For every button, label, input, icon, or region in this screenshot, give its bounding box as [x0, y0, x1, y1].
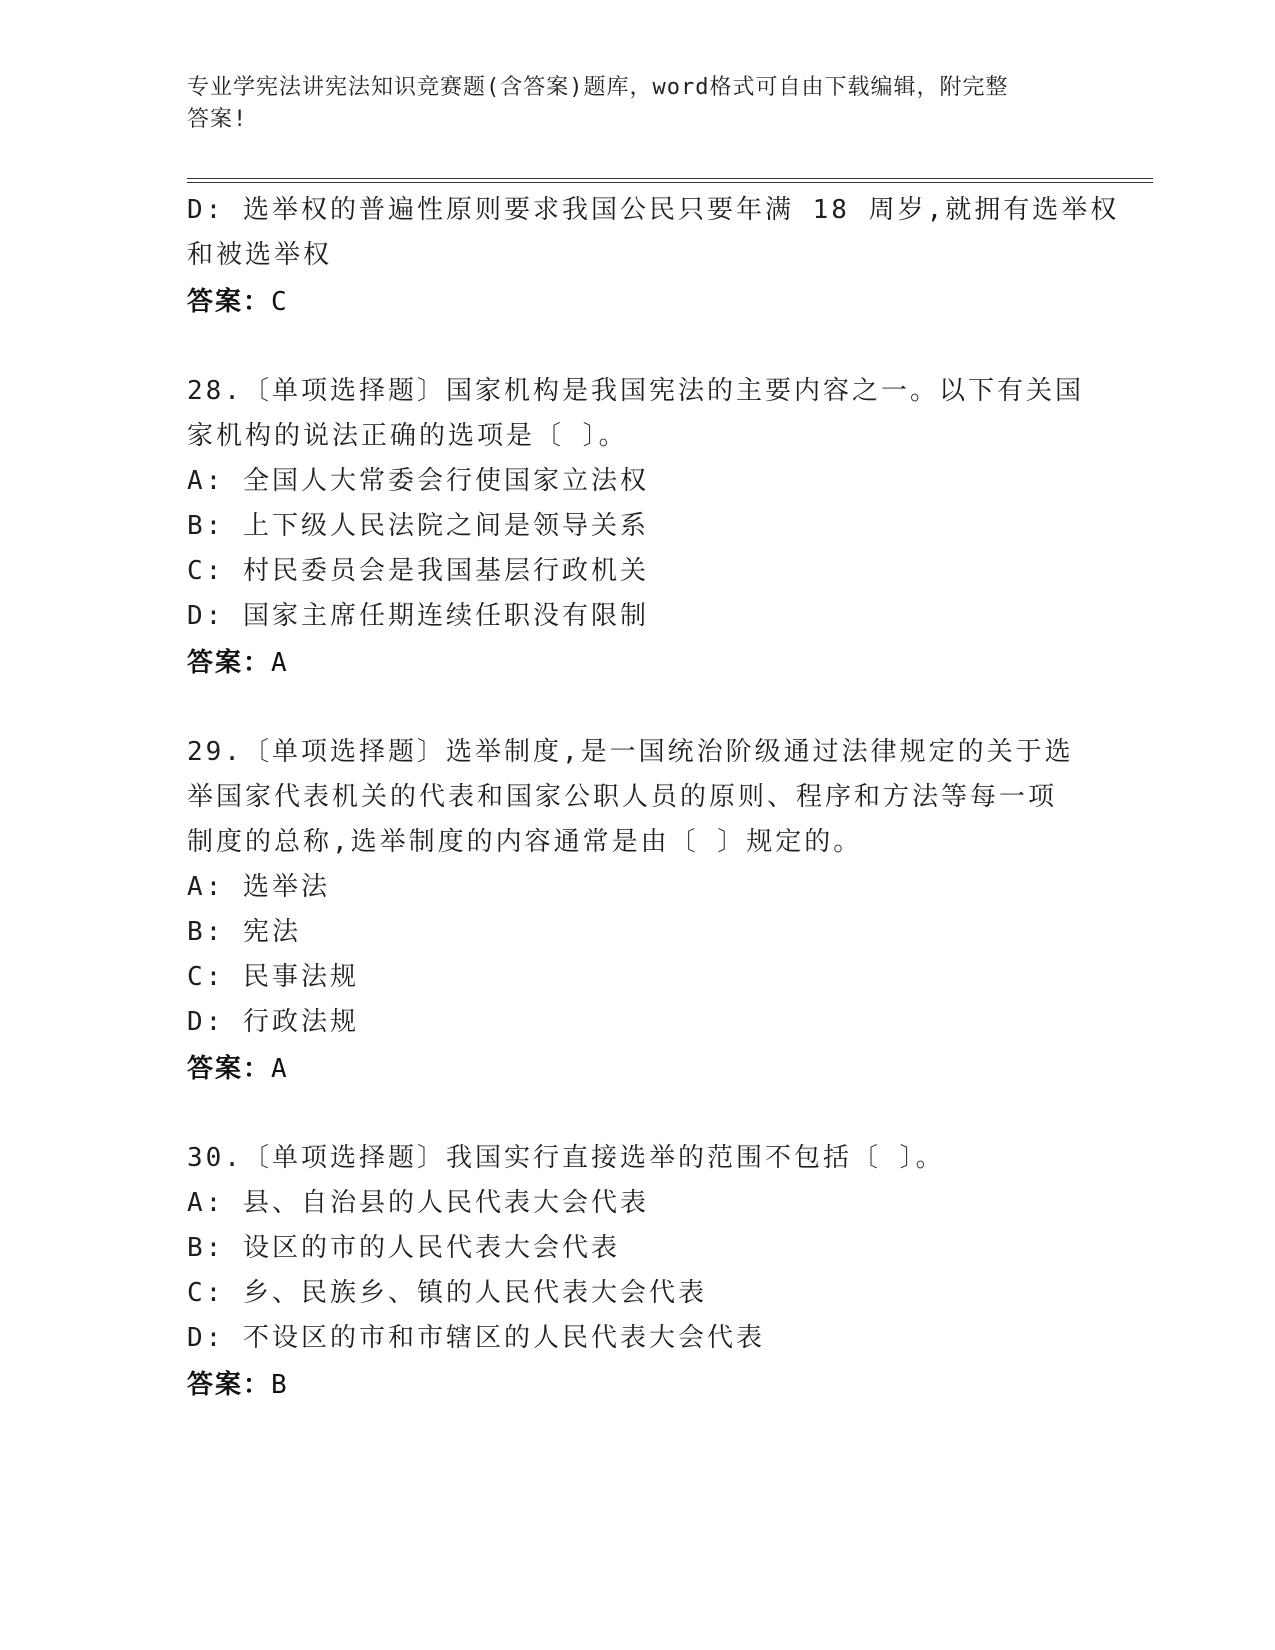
answer-line	[187, 1047, 1087, 1092]
question-29	[187, 730, 1087, 1092]
question-stem: 29.〔单项选择题〕选举制度,是一国统治阶级通过法律规定的关于选	[187, 737, 1074, 767]
answer-line	[187, 1363, 1087, 1408]
option-d: D: 选举权的普遍性原则要求我国公民只要年满 18 周岁,就拥有选举权	[187, 195, 1120, 225]
option-d: D: 行政法规	[187, 1007, 359, 1037]
question-30	[187, 1136, 1087, 1408]
header-divider	[187, 178, 1153, 183]
answer-label: 答案：	[187, 648, 272, 678]
option-b: B: 设区的市的人民代表大会代表	[187, 1233, 620, 1263]
option-d: D: 不设区的市和市辖区的人民代表大会代表	[187, 1323, 765, 1353]
header-title-line-2: 答案!	[187, 107, 248, 132]
answer-label: 答案：	[187, 287, 272, 317]
header-title-line-1: 专业学宪法讲宪法知识竞赛题(含答案)题库，word格式可自由下载编辑，附完整	[187, 75, 1009, 100]
option-a: A: 全国人大常委会行使国家立法权	[187, 466, 649, 496]
answer-line	[187, 641, 1087, 686]
option-c: C: 民事法规	[187, 962, 359, 992]
answer-value: A	[271, 648, 288, 678]
option-b: B: 宪法	[187, 917, 301, 947]
answer-label: 答案：	[187, 1370, 272, 1400]
question-stem: 30.〔单项选择题〕我国实行直接选举的范围不包括〔 〕。	[187, 1143, 945, 1173]
answer-label: 答案：	[187, 1054, 272, 1084]
answer-value: C	[271, 287, 288, 317]
answer-line	[187, 280, 1087, 325]
question-stem-continued: 制度的总称,选举制度的内容通常是由〔 〕规定的。	[187, 827, 863, 857]
option-d-continued: 和被选举权	[187, 240, 333, 270]
question-stem-continued: 家机构的说法正确的选项是〔 〕。	[187, 421, 628, 451]
question-stem-continued: 举国家代表机关的代表和国家公职人员的原则、程序和方法等每一项	[187, 782, 1058, 812]
option-d: D: 国家主席任期连续任职没有限制	[187, 601, 649, 631]
answer-value: B	[271, 1370, 288, 1400]
option-a: A: 县、自治县的人民代表大会代表	[187, 1188, 649, 1218]
question-list	[187, 188, 1120, 1408]
question-27-tail	[187, 188, 1120, 325]
document-header	[187, 72, 1067, 136]
question-stem: 28.〔单项选择题〕国家机构是我国宪法的主要内容之一。以下有关国	[187, 376, 1084, 406]
question-28	[187, 369, 1087, 686]
option-c: C: 乡、民族乡、镇的人民代表大会代表	[187, 1278, 707, 1308]
option-c: C: 村民委员会是我国基层行政机关	[187, 556, 649, 586]
option-b: B: 上下级人民法院之间是领导关系	[187, 511, 649, 541]
answer-value: A	[271, 1054, 288, 1084]
option-a: A: 选举法	[187, 872, 330, 902]
